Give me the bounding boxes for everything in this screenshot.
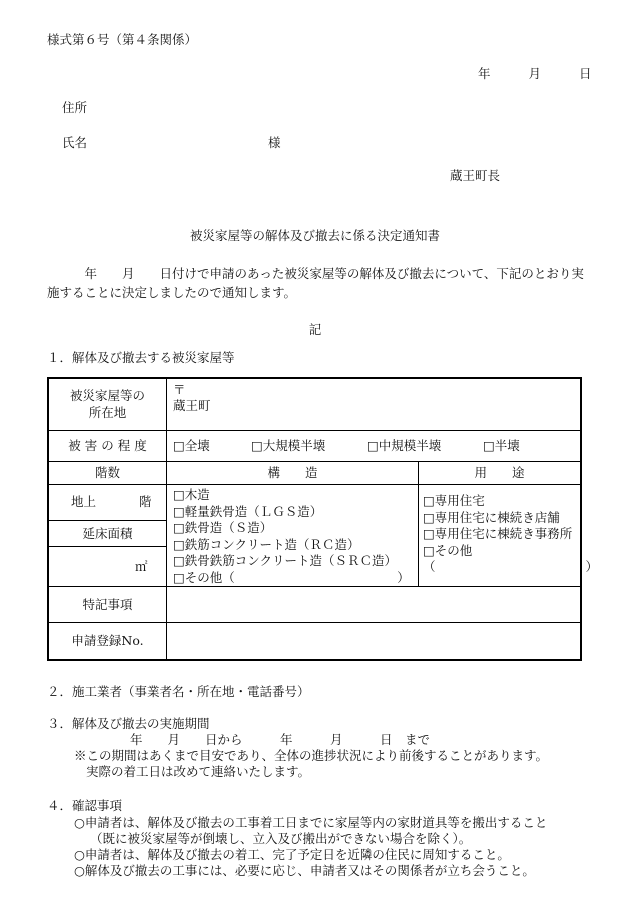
row-divider (49, 430, 580, 431)
date-year: 年 (478, 66, 491, 81)
issuer: 蔵王町長 (450, 168, 501, 183)
structure-option-wood[interactable]: □木造 (173, 487, 210, 502)
floor-unit: 階 (139, 494, 152, 509)
structure-option-lgs[interactable]: □軽量鉄骨造（ＬＧＳ造） (173, 503, 323, 519)
location-label (49, 388, 166, 422)
confirm-item-3: ○解体及び撤去の工事には、必要に応じ、申請者又はその関係者が立ち会うこと。 (74, 863, 535, 878)
ki-mark: 記 (308, 322, 322, 337)
structure-option-steel[interactable]: □鉄骨造（Ｓ造） (173, 520, 273, 535)
col-divider (166, 379, 167, 659)
area-unit: ㎡ (135, 559, 148, 574)
address-label: 住所 (62, 100, 88, 115)
row-divider (49, 586, 580, 587)
section4-heading: ４．確認事項 (47, 798, 123, 813)
form-number: 様式第６号（第４条関係） (47, 32, 198, 47)
section3-heading: ３．解体及び撤去の実施期間 (47, 716, 210, 731)
section2-heading: ２．施工業者（事業者名・所在地・電話番号） (47, 684, 310, 699)
special-notes-label: 特記事項 (82, 597, 133, 612)
usage-option-other[interactable]: □その他 (423, 542, 473, 558)
damage-option-medium[interactable]: □中規模半壊 (367, 438, 442, 453)
confirm-item-1-note: （既に被災家屋等が倒壊し、立入及び搬出ができない場合を除く）。 (90, 831, 472, 846)
registration-label: 申請登録No. (71, 633, 144, 648)
period-line: 年 月 日から 年 月 日 まで (130, 732, 431, 747)
date-month: 月 (528, 66, 542, 81)
damage-option-large[interactable]: □大規模半壊 (251, 438, 326, 453)
structure-options (173, 487, 410, 586)
row-divider (49, 484, 580, 485)
structure-option-src[interactable]: □鉄骨鉄筋コンクリート造（ＳＲＣ造） (173, 553, 398, 568)
usage-option-residence[interactable]: □専用住宅 (423, 493, 485, 508)
usage-header: 用 途 (474, 465, 525, 480)
structure-option-other[interactable]: □その他（ ） (173, 569, 410, 585)
structure-option-rc[interactable]: □鉄筋コンクリート造（ＲＣ造） (173, 536, 360, 552)
damage-label: 被 害 の 程 度 (68, 438, 147, 453)
usage-option-other-detail[interactable]: （ ） (423, 559, 599, 574)
floors-header: 階数 (94, 465, 120, 480)
date-day: 日 (579, 66, 592, 81)
location-label-line2: 所在地 (88, 404, 127, 420)
ground-label: 地上 (71, 494, 97, 509)
location-label-line1: 被災家屋等の (69, 388, 145, 403)
name-label: 氏名 (62, 135, 88, 150)
usage-options (423, 493, 598, 576)
document-title: 被災家屋等の解体及び撤去に係る決定通知書 (189, 228, 440, 243)
postal-mark: 〒 (173, 382, 186, 397)
row-divider (49, 461, 580, 462)
intro-text: 年 月 日付けで申請のあった被災家屋等の解体及び撤去について、下記のとおり実施することに決定しましたので通知します。 (47, 266, 584, 300)
usage-option-office[interactable]: □専用住宅に棟続き事務所 (423, 526, 573, 541)
town-name: 蔵王町 (173, 398, 211, 413)
row-divider (49, 546, 166, 547)
date-line (478, 66, 592, 82)
building-table (47, 377, 599, 661)
confirm-item-1: ○申請者は、解体及び撤去の工事着工日までに家屋等内の家財道具等を搬出すること (74, 815, 548, 830)
row-divider (49, 622, 580, 623)
honorific: 様 (268, 135, 281, 150)
damage-option-full[interactable]: □全壊 (173, 438, 210, 453)
structure-header: 構 造 (267, 465, 318, 480)
period-note: ※この期間はあくまで目安であり、全体の進捗状況により前後することがあります。 (74, 748, 549, 763)
confirm-item-2: ○申請者は、解体及び撤去の着工、完了予定日を近隣の住民に周知すること。 (74, 847, 510, 862)
period-note-2: 実際の着工日は改めて連絡いたします。 (86, 764, 311, 779)
row-divider (49, 520, 166, 521)
section1-heading: １．解体及び撤去する被災家屋等 (47, 350, 235, 365)
floor-area-label: 延床面積 (82, 526, 133, 541)
damage-option-half[interactable]: □半壊 (483, 438, 520, 453)
usage-option-shop[interactable]: □専用住宅に棟続き店舗 (423, 509, 560, 525)
